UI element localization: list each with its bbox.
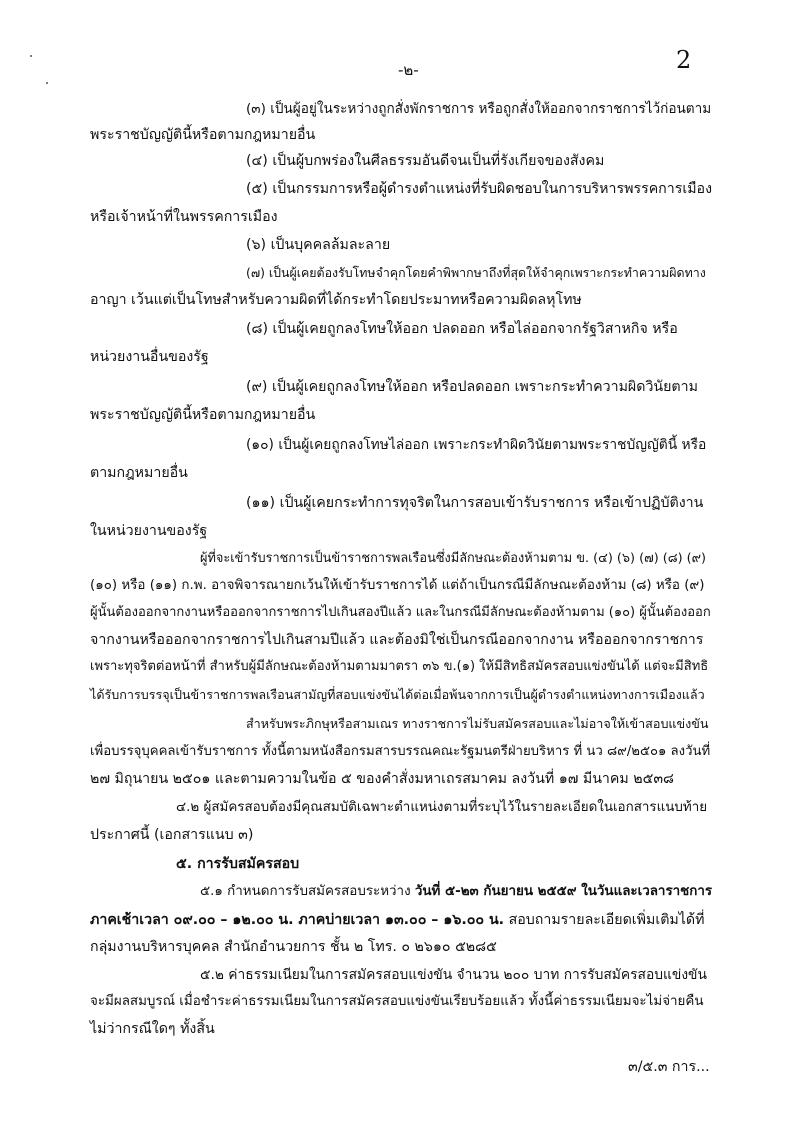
item-10-line-1: (๑๐) เป็นผู้เคยถูกลงโทษไล่ออก เพราะกระทำผิดวินัยตามพระราชบัญญัตินี้ หรือ (246, 437, 707, 453)
monks-para-line-1: สำหรับพระภิกษุหรือสามเณร ทางราชการไม่รับสมัครสอบและไม่อาจให้เข้าสอบแข่งขัน (246, 716, 709, 731)
item-9-line-1: (๙) เป็นผู้เคยถูกลงโทษให้ออก หรือปลดออก เพราะกระทำความผิดวินัยตาม (246, 379, 698, 395)
item-10-line-2: ตามกฎหมายอื่น (90, 465, 188, 481)
monks-para-line-3: ๒๗ มิถุนายน ๒๕๐๑ และตามความในข้อ ๕ ของคำสั่งมหาเถรสมาคม ลงวันที่ ๑๗ มีนาคม ๒๕๓๘ (90, 771, 674, 787)
clause-4-2-line-2: ประกาศนี้ (เอกสารแนบ ๓) (90, 827, 254, 843)
exemption-para-line-2: (๑๐) หรือ (๑๑) ก.พ. อาจพิจารณายกเว้นให้เข้ารับราชการได้ แต่ถ้าเป็นกรณีมีลักษณะต้องห้าม (๘) หรือ (๙) (90, 578, 705, 593)
page-number: -๒- (398, 61, 419, 79)
item-5-line-1: (๕) เป็นกรรมการหรือผู้ดำรงตำแหน่งที่รับผิดชอบในการบริหารพรรคการเมือง (246, 181, 713, 197)
exemption-para-line-3: ผู้นั้นต้องออกจากงานหรือออกจากราชการไปเกินสองปีแล้ว และในกรณีมีลักษณะต้องห้ามตาม (๑๐) ผู้นั้นต้องออก (90, 605, 711, 620)
monks-para-line-2: เพื่อบรรจุบุคคลเข้ารับราชการ ทั้งนี้ตามหนังสือกรมสารบรรณคณะรัฐมนตรีฝ่ายบริหาร ที่ นว ๘๙/๒๕๐๑ ลงวันที่ (90, 744, 711, 759)
item-3-line-2: พระราชบัญญัตินี้หรือตามกฎหมายอื่น (90, 127, 316, 143)
exemption-para-line-5: เพราะทุจริตต่อหน้าที่ สำหรับผู้มีลักษณะต้องห้ามตามมาตรา ๓๖ ข.(๑) ให้มีสิทธิสมัครสอบแข่งขันได้ แต่จะมีสิทธิ (90, 659, 709, 674)
clause-5-1-line-1 (200, 883, 712, 901)
item-8-line-2: หน่วยงานอื่นของรัฐ (90, 349, 209, 365)
clause-5-1-dates: วันที่ ๕-๒๓ กันยายน ๒๕๕๙ ในวันและเวลาราชการ (414, 884, 713, 899)
item-8-line-1: (๘) เป็นผู้เคยถูกลงโทษให้ออก ปลดออก หรือไล่ออกจากรัฐวิสาหกิจ หรือ (246, 321, 678, 337)
continuation-marker: ๓/๕.๓ การ... (628, 1059, 710, 1075)
scan-speck (30, 55, 32, 57)
item-7-line-2: อาญา เว้นแต่เป็นโทษสำหรับความผิดที่ได้กระทำโดยประมาทหรือความผิดลหุโทษ (90, 292, 582, 308)
item-9-line-2: พระราชบัญญัตินี้หรือตามกฎหมายอื่น (90, 407, 316, 423)
clause-4-2-line-1: ๔.๒ ผู้สมัครสอบต้องมีคุณสมบัติเฉพาะตำแหน่งตามที่ระบุไว้ในรายละเอียดในเอกสารแนบท้าย (176, 800, 708, 815)
item-11-line-1: (๑๑) เป็นผู้เคยกระทำการทุจริตในการสอบเข้ารับราชการ หรือเข้าปฏิบัติงาน (246, 495, 704, 511)
item-6: (๖) เป็นบุคคลล้มละลาย (246, 237, 391, 253)
exemption-para-line-6: ได้รับการบรรจุเป็นข้าราชการพลเรือนสามัญที่สอบแข่งขันได้ต่อเมื่อพ้นจากการเป็นผู้ดำรงตำแหน่งทางการเมืองแล้ว (90, 687, 705, 702)
item-3-line-1: (๓) เป็นผู้อยู่ในระหว่างถูกสั่งพักราชการ หรือถูกสั่งให้ออกจากราชการไว้ก่อนตาม (246, 101, 712, 117)
exemption-para-line-1: ผู้ที่จะเข้ารับราชการเป็นข้าราชการพลเรือนซึ่งมีลักษณะต้องห้ามตาม ข. (๔) (๖) (๗) (๘) (๙) (200, 551, 707, 566)
clause-5-2-line-1: ๕.๒ ค่าธรรมเนียมในการสมัครสอบแข่งขัน จำนวน ๒๐๐ บาท การรับสมัครสอบแข่งขัน (200, 967, 707, 983)
handwritten-page-number: 2 (676, 46, 692, 74)
scan-speck (46, 82, 48, 84)
clause-5-1-line-3: กลุ่มงานบริหารบุคคล สำนักอำนวยการ ชั้น ๒ โทร. ๐ ๒๖๑๐ ๕๒๘๕ (90, 939, 497, 955)
item-11-line-2: ในหน่วยงานของรัฐ (90, 523, 208, 539)
item-5-line-2: หรือเจ้าหน้าที่ในพรรคการเมือง (90, 209, 278, 225)
clause-5-1-hours: ภาคเช้าเวลา ๐๙.๐๐ – ๑๒.๐๐ น. ภาคบ่ายเวลา ๑๓.๐๐ – ๑๖.๐๐ น. (90, 912, 505, 928)
clause-5-2-line-3: ไม่ว่ากรณีใดๆ ทั้งสิ้น (90, 1021, 215, 1037)
clause-5-2-line-2: จะมีผลสมบูรณ์ เมื่อชำระค่าธรรมเนียมในการสมัครสอบแข่งขันเรียบร้อยแล้ว ทั้งนี้ค่าธรรมเนียมจะไม่จ่ายคืน (90, 994, 704, 1009)
clause-5-1-intro: ๕.๑ กำหนดการรับสมัครสอบระหว่าง (200, 884, 415, 899)
section-5-heading: ๕. การรับสมัครสอบ (176, 856, 300, 872)
clause-5-1-line-2 (90, 911, 704, 929)
item-4: (๔) เป็นผู้บกพร่องในศีลธรรมอันดีจนเป็นที่รังเกียจของสังคม (246, 153, 605, 169)
exemption-para-line-4: จากงานหรือออกจากราชการไปเกินสามปีแล้ว และต้องมิใช่เป็นกรณีออกจากงาน หรือออกจากราชการ (90, 632, 704, 648)
clause-5-1-inquiry: สอบถามรายละเอียดเพิ่มเติมได้ที่ (504, 912, 705, 928)
item-7-line-1: (๗) เป็นผู้เคยต้องรับโทษจำคุกโดยคำพิพากษาถึงที่สุดให้จำคุกเพราะกระทำความผิดทาง (246, 265, 706, 280)
